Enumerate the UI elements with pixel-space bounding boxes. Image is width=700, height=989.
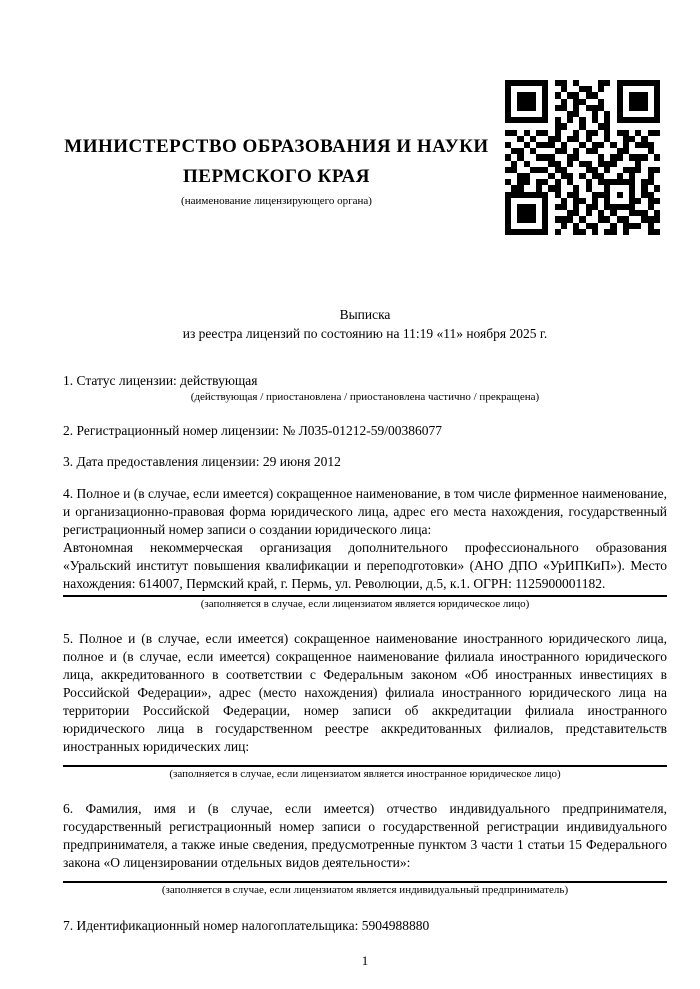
item-4-value: Автономная некоммерческая организация дополнительного профессионального образования «Уральский институт повышения квалификации и переподготовки» (АНО ДПО «УрИПКиП»). Место нахождения: 614007, Пермский край, г. Пермь, ул. Революции, д.5, к.1. ОГРН: 1125900001182. <box>63 540 667 591</box>
item-4-caption: (заполняется в случае, если лицензиатом является юридическое лицо) <box>200 598 530 610</box>
title-line2: из реестра лицензий по состоянию на 11:19 «11» ноября 2025 г. <box>182 326 548 341</box>
qr-code <box>505 80 660 235</box>
item-1-caption: (действующая / приостановлена / приостановлена частично / прекращена) <box>190 391 540 403</box>
item-7-text: 7. Идентификационный номер налогоплательщика: 5904988880 <box>63 918 430 933</box>
item-1-license-status <box>63 372 667 404</box>
title-line1: Выписка <box>339 307 391 322</box>
item-6-individual-entrepreneur <box>63 800 667 897</box>
licensing-authority-header <box>63 132 490 208</box>
item-5-foreign-entity <box>63 630 667 781</box>
page-number: 1 <box>361 953 369 968</box>
item-1-text: 1. Статус лицензии: действующая <box>63 373 258 388</box>
ministry-caption: (наименование лицензирующего органа) <box>181 195 372 207</box>
item-5-text: 5. Полное и (в случае, если имеется) сокращенное наименование иностранного юридического лица, полное и (в случае, если имеется) сокращенное наименование филиала иностранного юридического лица, аккредитованного в соответствии с Федеральным законом «Об иностранных инвестициях в Российской Федерации», адрес (место нахождения) филиала иностранного юридического лица на территории Российской Федерации, номер записи об аккредитации филиала иностранного юридического лица в государственном реестре аккредитованных филиалов, представительств иностранных юридических лиц: <box>63 631 667 754</box>
document-content <box>63 132 667 969</box>
item-4-text: 4. Полное и (в случае, если имеется) сокращенное наименование, в том числе фирменное наименование, и организационно-правовая форма юридического лица, адрес его места нахождения, государственный регистрационный номер записи о создании юридического лица: <box>63 486 667 537</box>
item-6-text: 6. Фамилия, имя и (в случае, если имеется) отчество индивидуального предпринимателя, государственный регистрационный номер записи о государственной регистрации индивидуального предпринимателя, а также иные сведения, предусмотренные пунктом 3 части 1 статьи 15 Федерального закона «О лицензировании отдельных видов деятельности»: <box>63 801 667 870</box>
item-2-text: 2. Регистрационный номер лицензии: № Л035-01212-59/00386077 <box>63 423 443 438</box>
item-5-caption: (заполняется в случае, если лицензиатом является иностранное юридическое лицо) <box>169 768 561 780</box>
document-title <box>63 305 667 343</box>
ministry-name-line1: МИНИСТЕРСТВО ОБРАЗОВАНИЯ И НАУКИ <box>64 136 489 157</box>
item-3-grant-date <box>63 453 667 471</box>
items-list <box>63 372 667 935</box>
item-4-legal-entity <box>63 485 667 611</box>
item-3-text: 3. Дата предоставления лицензии: 29 июня 2012 <box>63 454 341 469</box>
item-2-registration-number <box>63 422 667 440</box>
item-7-taxpayer-id <box>63 917 667 935</box>
ministry-name-line2: ПЕРМСКОГО КРАЯ <box>183 166 370 187</box>
item-6-caption: (заполняется в случае, если лицензиатом является индивидуальный предприниматель) <box>161 884 569 896</box>
